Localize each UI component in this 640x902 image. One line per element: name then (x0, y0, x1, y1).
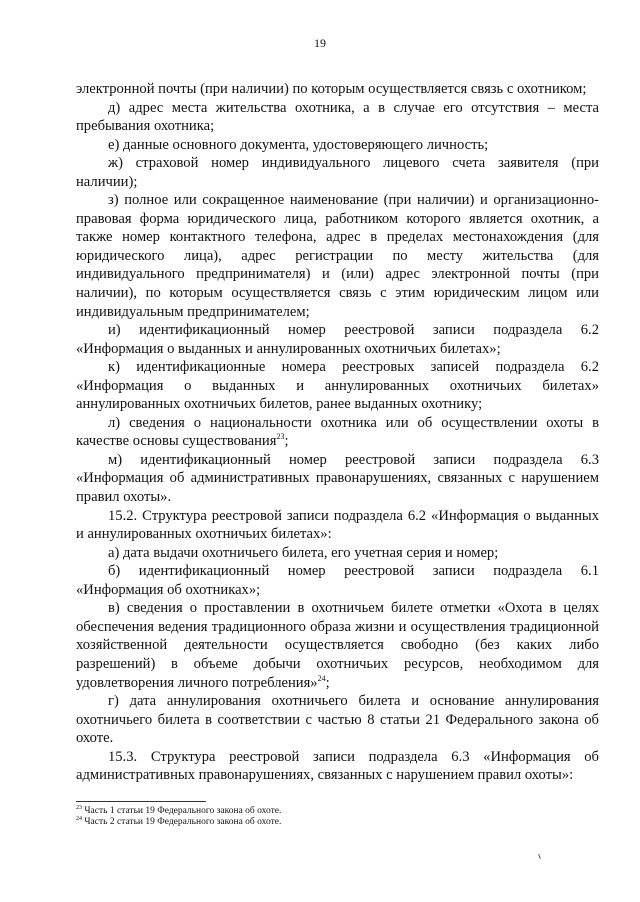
footnote-ref-24: 24 (317, 673, 326, 683)
paragraph-item-m: м) идентификационный номер реестровой записи подраздела 6.3 «Информация об административных правонарушениях, связанных с нарушением правил охоты». (76, 451, 599, 506)
paragraph-item-e: е) данные основного документа, удостоверяющего личность; (108, 136, 489, 153)
footnotes (76, 806, 599, 828)
footnote-ref-23: 23 (276, 432, 285, 442)
paragraph-item-l-text: л) сведения о национальности охотника или об осуществлении охоты в качестве основы существования (76, 414, 599, 450)
page-number: 19 (314, 36, 326, 50)
paragraph-item-l (76, 414, 599, 451)
paragraph-item-v (76, 599, 599, 692)
paragraph-item-i: и) идентификационный номер реестровой записи подраздела 6.2 «Информация о выданных и аннулированных охотничьих билетах»; (76, 322, 599, 357)
footnote-23 (76, 806, 599, 817)
paragraph-item-d: д) адрес места жительства охотника, а в случае его отсутствия – места пребывания охотника; (76, 99, 599, 135)
footnote-separator (76, 801, 206, 802)
footnote-24 (76, 817, 599, 828)
paragraph-item-g: г) дата аннулирования охотничьего билета и основание аннулирования охотничьего билета в соответствии с частью 8 статьи 21 Федерального закона об охоте. (76, 693, 599, 747)
section-15-2-heading: 15.2. Структура реестровой записи подраздела 6.2 «Информация о выданных и аннулированных охотничьих билетах»: (76, 507, 599, 543)
footnote-23-text: Часть 1 статьи 19 Федерального закона об охоте. (82, 806, 282, 816)
paragraph-item-z: з) полное или сокращенное наименование (при наличии) и организационно-правовая форма юридического лица, работником которого является охотник, а также номер контактного телефона, адрес в пределах местонахождения (для юридического лица), адрес регистрации по месту жительства (для индивидуального предпринимателя) и (или) адрес электронной почты (при наличии), по которым осуществляется связь с этим юридическим лицом или индивидуальным предпринимателем; (76, 192, 599, 320)
footnote-24-text: Часть 2 статьи 19 Федерального закона об охоте. (82, 817, 282, 827)
paragraph-item-l-tail: ; (284, 433, 289, 450)
paragraph-item-zh: ж) страховой номер индивидуального лицевого счета заявителя (при наличии); (76, 155, 599, 190)
footnote-24-number: 24 (76, 815, 82, 822)
paragraph-item-v-tail: ; (325, 674, 330, 691)
section-15-3-heading: 15.3. Структура реестровой записи подраздела 6.3 «Информация об административных правонарушениях, связанных с нарушением правил охоты»: (76, 748, 599, 784)
paragraph-item-b: б) идентификационный номер реестровой записи подраздела 6.1 «Информация об охотниках»; (76, 563, 599, 598)
paragraph-item-k: к) идентификационные номера реестровых записей подраздела 6.2 «Информация о выданных и аннулированных охотничьих билетах» аннулированных охотничьих билетов, ранее выданных охотнику; (76, 359, 599, 413)
scan-speck (538, 854, 541, 859)
body-text (76, 80, 599, 785)
paragraph-item-a: а) дата выдачи охотничьего билета, его учетная серия и номер; (108, 544, 499, 561)
paragraph-continuation: электронной почты (при наличии) по которым осуществляется связь с охотником; (76, 81, 587, 97)
paragraph-item-v-text: в) сведения о проставлении в охотничьем билете отметки «Охота в целях обеспечения ведения традиционного образа жизни и осуществления традиционной хозяйственной деятельности осуществляется свободно (без каких либо разрешений) в объеме добычи охотничьих ресурсов, необходимом для удовлетворения личного потребления» (76, 600, 599, 691)
footnote-23-number: 23 (76, 804, 82, 811)
